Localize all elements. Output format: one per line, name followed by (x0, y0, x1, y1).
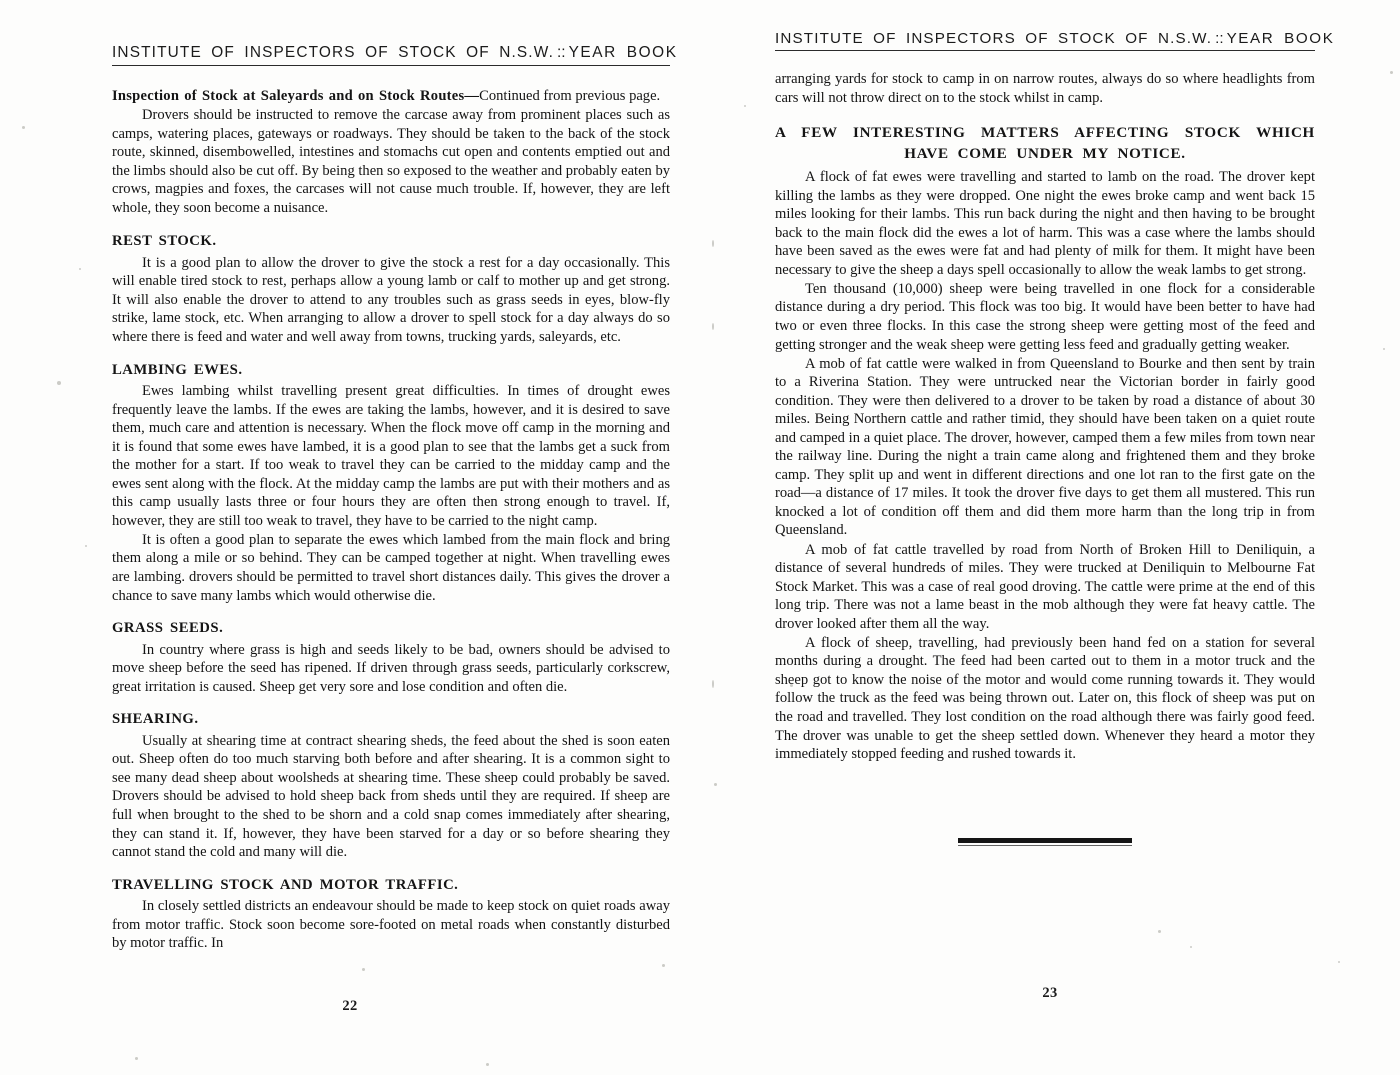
end-rule-thin-bar (958, 845, 1132, 846)
runin-title-paragraph (112, 87, 670, 106)
intro-paragraph: Drovers should be instructed to remove the carcase away from prominent places such as camps, watering places, gateways or roadways. They should be taken to the back of the stock route, skinned, disembowelled, intestines and stomachs cut open and contents emptied out and the limbs should also be cut off. By being then so exposed to the weather and probably eaten by crows, magpies and foxes, the carcases will not cause much trouble. If, however, they are left whole, they soon become a nuisance. (112, 107, 670, 216)
notice-paragraph-3: A mob of fat cattle were walked in from Queensland to Bourke and then sent by train to a Riverina Station. They were untrucked near the Victorian border in fairly good condition. They were then delivered to a drover to be taken by road a distance of about 30 miles. Being Northern cattle and rather timid, they should have been taken on a quiet route and camped in a quiet place. The drover, however, camped them a few miles from town near the railway line. During the night a train came along and frightened them and they broke camp. They split up and went in different directions and one lot ran to the first gate on the road—a distance of 17 miles. It took the drover five days to get them all mustered. This run knocked a lot of condition off them and did them more harm than the long trip in from Queensland. (775, 355, 1315, 539)
article-heading-line-2: HAVE COME UNDER MY NOTICE. (904, 145, 1186, 162)
running-head-left (112, 44, 678, 66)
notice-paragraph-5: A flock of sheep, travelling, had previously been hand fed on a station for several months during a drought. The feed had been carted out to them in a motor truck and the sheep got to know the noise of the motor and would come running towards it. They would follow the truck as the feed was being thrown out. Later on, this flock of sheep was put on the road and travelled. They lost condition on the road although there was fairly good feed. The drover was unable to get the sheep settled down. Whenever they heard a motor they immediately stopped feeding and rushed towards it. (775, 634, 1315, 763)
section-heading-travelling-stock-and-motor-traffic: TRAVELLING STOCK AND MOTOR TRAFFIC. (112, 876, 459, 893)
lambing-ewes-paragraph-2: It is often a good plan to separate the ewes which lambed from the main flock and bring them along a mile or so behind. They can be camped together at night. When travelling ewes are lambing. drovers should be permitted to travel short distances daily. This gives the drover a chance to save many lambs which would otherwise die. (112, 531, 670, 604)
page-number-right: 23 (1042, 985, 1058, 1001)
page-number-left: 22 (342, 998, 358, 1014)
running-head-separator: :: (1215, 30, 1224, 47)
travelling-stock-paragraph-1: In closely settled districts an endeavour should be made to keep stock on quiet roads away from motor traffic. Stock soon become sore-footed on metal roads when constantly disturbed by motor traffic. In (112, 898, 670, 952)
section-heading-lambing-ewes: LAMBING EWES. (112, 361, 243, 378)
continuation-paragraph: arranging yards for stock to camp in on narrow routes, always do so where headlights from cars will not throw direct on to the stock whilst in camp. (775, 71, 1315, 106)
running-head-tail: YEAR BOOK (568, 44, 678, 61)
running-head-tail: YEAR BOOK (1226, 30, 1335, 47)
notice-paragraph-1: A flock of fat ewes were travelling and started to lamb on the road. The drover kept killing the lambs as they were dropped. One night the ewes broke camp and went back 15 miles looking for their lambs. This run back during the night and then having to be brought back to the main flock did the ewes a lot of harm. This was a case where the lambs should have been saved as the ewes were fat and had plenty of milk for them. It might have been necessary to give the sheep a days spell occasionally to allow the weak lambs to get strong. (775, 169, 1315, 278)
end-of-article-rule (958, 838, 1132, 847)
section-heading-rest-stock: REST STOCK. (112, 233, 217, 250)
running-head-right (775, 30, 1335, 51)
running-head-separator: :: (557, 44, 566, 61)
grass-seeds-paragraph-1: In country where grass is high and seeds likely to be bad, owners should be advised to move sheep before the seed has ripened. If driven through grass seeds, particularly corkscrew, great irritation is caused. Sheep get very sore and lose condition and often die. (112, 641, 670, 695)
left-column-body (112, 87, 670, 953)
section-heading-shearing: SHEARING. (112, 711, 199, 728)
shearing-paragraph-1: Usually at shearing time at contract shearing sheds, the feed about the shed is soon eaten out. Sheep often do too much starving both before and after shearing. It is a common sight to see many dead sheep about woolsheds at shearing time. These sheep could probably be saved. Drovers should be advised to hold sheep back from sheds until they are required. If sheep are full when brought to the shed to be shorn and a cold snap comes immediately after shearing, they can stand it. If, however, they have been starved for a day or so before shearing they cannot stand the cold and many will die. (112, 732, 670, 861)
notice-paragraph-2: Ten thousand (10,000) sheep were being travelled in one flock for a considerable distance during a dry period. This flock was too big. It would have been better to have had two or even three flocks. In this case the strong sheep were getting most of the feed and getting stronger and the weak sheep were getting less feed and gradually getting weaker. (775, 280, 1315, 353)
notice-paragraph-4: A mob of fat cattle travelled by road from North of Broken Hill to Deniliquin, a distance of several hundreds of miles. They were trucked at Deniliquin to Melbourne Fat Stock Market. This was a case of real good droving. The cattle were prime at the end of this long trip. There was not a lame beast in the mob although they were fat heavy cattle. The drover looked after them all the way. (775, 541, 1315, 632)
runin-title: Inspection of Stock at Saleyards and on Stock Routes— (112, 88, 480, 104)
page-right (700, 0, 1400, 1075)
rest-stock-paragraph-1: It is a good plan to allow the drover to give the stock a rest for a day occasionally. This will enable tired stock to rest, perhaps allow a young lamb or calf to mother up and get strong. It will also enable the drover to attend to any troubles such as grass seeds in eyes, blow-fly strike, lame stock, etc. When arranging to allow a drover to spell stock for a day always do so where there is feed and water and well away from towns, trucking yards, saleyards, etc. (112, 254, 670, 346)
lambing-ewes-paragraph-1: Ewes lambing whilst travelling present great difficulties. In times of drought ewes frequently leave the lambs. If the ewes are taking the lambs, however, and it is desired to save them, much care and attention is necessary. When the flock move off camp in the morning and it is found that some ewes have lambed, it is a good plan to see that the lambs get a suck from the mother for a start. If too weak to travel they can be carried to the midday camp and the ewes sent along with the flock. At the midday camp the lambs are put with their mothers and as this camp usually lasts three or four hours they are often then strong enough to travel. If, however, they are still too weak to travel, they have to be carried to the night camp. (112, 383, 670, 529)
article-heading-line-1: A FEW INTERESTING MATTERS AFFECTING STOCK WHICH (775, 125, 1315, 142)
running-head-main: INSTITUTE OF INSPECTORS OF STOCK OF N.S.W. (112, 44, 554, 61)
runin-continuation-text: Continued from previous page. (479, 88, 661, 104)
running-head-main: INSTITUTE OF INSPECTORS OF STOCK OF N.S.W. (775, 30, 1213, 47)
article-heading (775, 123, 1315, 164)
end-rule-thick-bar (958, 838, 1132, 843)
section-heading-grass-seeds: GRASS SEEDS. (112, 620, 224, 637)
right-column-body (775, 70, 1315, 846)
